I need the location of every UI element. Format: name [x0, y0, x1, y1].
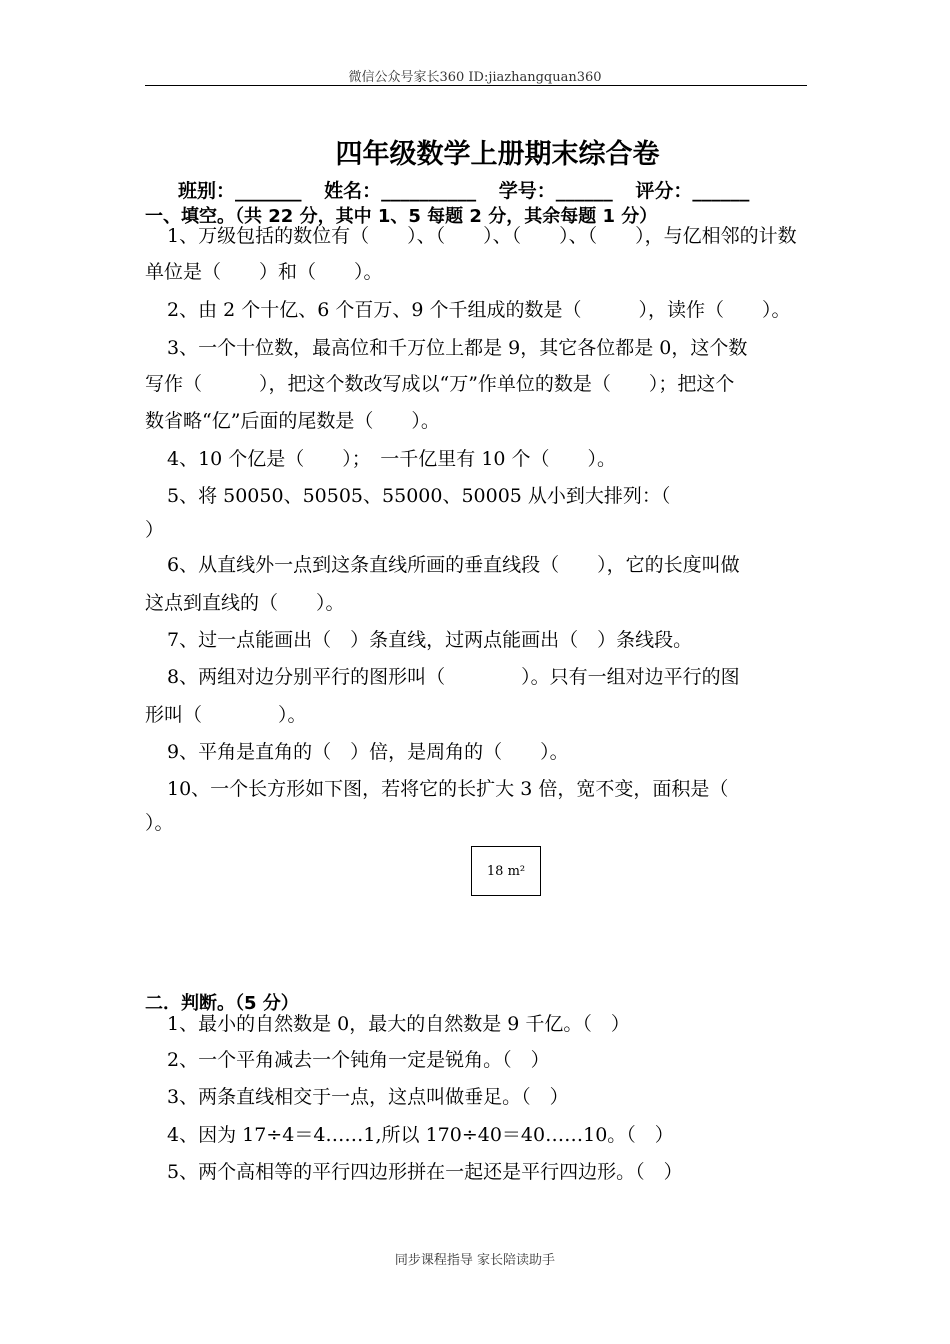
judgment-line: 2、一个平角减去一个钝角一定是锐角。（ ） — [167, 1049, 550, 1071]
question-line: ）。 — [145, 812, 174, 834]
exam-title: 四年级数学上册期末综合卷 — [335, 139, 660, 170]
header-divider — [145, 85, 807, 86]
class-field: 班别：_______ — [178, 180, 302, 202]
question-line: 8、两组对边分别平行的图形叫（ ）。只有一组对边平行的图 — [167, 666, 740, 688]
question-line: 6、从直线外一点到这条直线所画的垂直线段（ ），它的长度叫做 — [167, 554, 740, 576]
question-line: 4、10 个亿是（ ）； 一千亿里有 10 个（ ）。 — [167, 448, 617, 470]
section2-title: 二．判断。（5 分） — [145, 993, 299, 1014]
question-line: 10、一个长方形如下图，若将它的长扩大 3 倍，宽不变，面积是（ — [167, 778, 729, 800]
question-line: 单位是（ ）和（ ）。 — [145, 261, 383, 283]
question-line: 2、由 2 个十亿、6 个百万、9 个千组成的数是（ ），读作（ ）。 — [167, 299, 791, 321]
page-header: 微信公众号家长360 ID:jiazhangquan360 — [348, 70, 602, 85]
question-line: 1、万级包括的数位有（ ）、（ ）、（ ）、（ ），与亿相邻的计数 — [167, 225, 797, 247]
question-line: 形叫（ ）。 — [145, 704, 307, 726]
section1-title: 一、填空。（共 22 分，其中 1、5 每题 2 分，其余每题 1 分） — [145, 206, 658, 227]
question-line: 5、将 50050、50505、55000、50005 从小到大排列：（ — [167, 485, 671, 507]
student-info-row — [178, 176, 808, 203]
question-line: 9、平角是直角的（ ）倍，是周角的（ ）。 — [167, 741, 569, 763]
judgment-line: 1、最小的自然数是 0，最大的自然数是 9 千亿。（ ） — [167, 1013, 630, 1035]
question-line: 这点到直线的（ ）。 — [145, 592, 345, 614]
rectangle-figure — [471, 846, 541, 896]
score-field: 评分：______ — [635, 180, 750, 202]
student-number-field: 学号：______ — [498, 180, 613, 202]
question-line: ） — [145, 519, 165, 541]
judgment-line: 4、因为 17÷4＝4……1,所以 170÷40＝40……10。（ ） — [167, 1124, 674, 1146]
page-footer: 同步课程指导 家长陪读助手 — [394, 1253, 556, 1268]
judgment-line: 5、两个高相等的平行四边形拼在一起还是平行四边形。（ ） — [167, 1161, 683, 1183]
question-line: 写作（ ），把这个数改写成以“万”作单位的数是（ ）；把这个 — [145, 373, 735, 395]
name-field: 姓名：__________ — [324, 180, 477, 202]
question-line: 3、一个十位数，最高位和千万位上都是 9，其它各位都是 0，这个数 — [167, 337, 748, 359]
question-line: 数省略“亿”后面的尾数是（ ）。 — [145, 410, 440, 432]
question-line: 7、过一点能画出（ ）条直线，过两点能画出（ ）条线段。 — [167, 629, 693, 651]
judgment-line: 3、两条直线相交于一点，这点叫做垂足。（ ） — [167, 1086, 569, 1108]
rectangle-area-label: 18 m² — [486, 863, 526, 879]
